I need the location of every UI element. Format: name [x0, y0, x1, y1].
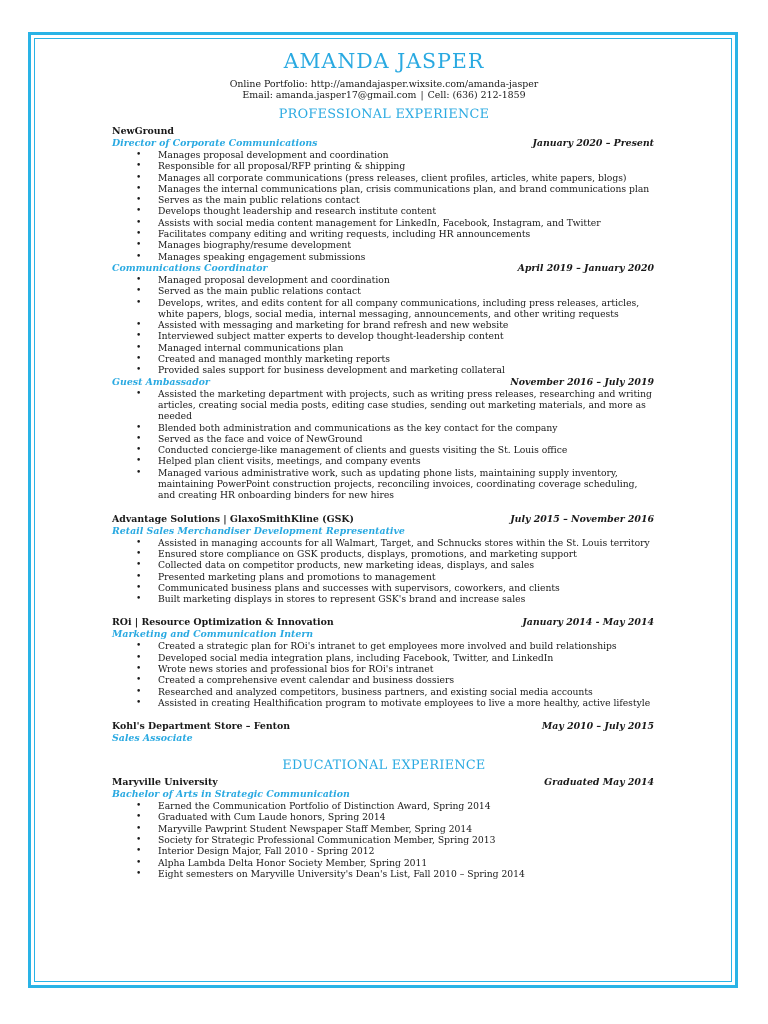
list-item: • Assisted with messaging and marketing for brand refresh and new website [112, 320, 656, 331]
list-item: • Managed various administrative work, such as updating phone lists, maintaining supply inventory, maintaining PowerPoint construction projects, reconciling invoices, coordinating coverage scheduling, and creating HR onboarding binders for new hires [112, 468, 656, 502]
list-item: • Built marketing displays in stores to represent GSK's brand and increase sales [112, 594, 656, 605]
list-item: • Assists with social media content management for LinkedIn, Facebook, Instagram, and Twitter [112, 218, 656, 229]
list-item: • Collected data on competitor products, new marketing ideas, displays, and sales [112, 560, 656, 571]
role-header [112, 629, 656, 641]
list-item: • Managed internal communications plan [112, 343, 656, 354]
list-item: • Conducted concierge-like management of clients and guests visiting the St. Louis office [112, 445, 656, 456]
list-item: • Graduated with Cum Laude honors, Spring 2014 [112, 812, 656, 823]
role-dates: May 2010 – July 2015 [541, 721, 654, 733]
list-item: • Created and managed monthly marketing reports [112, 354, 656, 365]
role-header [112, 733, 656, 745]
list-item: • Alpha Lambda Delta Honor Society Member, Spring 2011 [112, 858, 656, 869]
list-item: • Manages proposal development and coordination [112, 150, 656, 161]
separator: | [420, 90, 424, 101]
employer-advantage: Advantage Solutions | GlaxoSmithKline (GSK) July 2015 – November 2016 [112, 513, 654, 525]
bullet-list [112, 641, 656, 709]
role-header [112, 377, 656, 389]
list-item: • Eight semesters on Maryville University's Dean's List, Fall 2010 – Spring 2014 [112, 869, 656, 880]
list-item: • Ensured store compliance on GSK products, displays, promotions, and marketing support [112, 549, 656, 560]
role-title: Guest Ambassador [112, 376, 210, 388]
bullet-list [112, 801, 656, 880]
list-item: • Assisted in creating Healthification program to motivate employees to live a more healthy, active lifestyle [112, 698, 656, 709]
role-dates: July 2015 – November 2016 [510, 513, 654, 525]
list-item: • Blended both administration and communications as the key contact for the company [112, 423, 656, 434]
role-dates: January 2014 - May 2014 [522, 617, 654, 629]
professional-experience-heading: PROFESSIONAL EXPERIENCE [278, 107, 490, 122]
graduation-date: Graduated May 2014 [544, 777, 654, 789]
contact-block [112, 79, 656, 101]
list-item: • Serves as the main public relations contact [112, 195, 656, 206]
list-item: • Wrote news stories and professional bios for ROi's intranet [112, 664, 656, 675]
list-item: • Provided sales support for business development and marketing collateral [112, 365, 656, 376]
list-item: • Manages biography/resume development [112, 240, 656, 251]
role-dates: January 2020 – Present [532, 138, 654, 149]
list-item: • Served as the face and voice of NewGround [112, 434, 656, 445]
degree-title: Bachelor of Arts in Strategic Communication [112, 789, 350, 801]
list-item: • Researched and analyzed competitors, business partners, and existing social media accounts [112, 687, 656, 698]
list-item: • Communicated business plans and successes with supervisors, coworkers, and clients [112, 583, 656, 594]
email-cell-line [112, 90, 656, 101]
degree-header [112, 789, 656, 801]
role-title: Retail Sales Merchandiser Development Representative [112, 525, 405, 537]
role-header [112, 526, 656, 538]
list-item: • Assisted the marketing department with projects, such as writing press releases, researching and writing articles, creating social media posts, editing case studies, sending out marketing materials, and more as needed [112, 389, 656, 423]
list-item: • Assisted in managing accounts for all Walmart, Target, and Schnucks stores within the St. Louis territory [112, 538, 656, 549]
list-item: • Manages the internal communications plan, crisis communications plan, and brand communications plan [112, 184, 656, 195]
list-item: • Develops thought leadership and research institute content [112, 206, 656, 217]
list-item: • Responsible for all proposal/RFP printing & shipping [112, 161, 656, 172]
cell-phone: Cell: (636) 212-1859 [427, 90, 526, 101]
role-title: Marketing and Communication Intern [112, 629, 314, 641]
list-item: • Presented marketing plans and promotions to management [112, 572, 656, 583]
list-item: • Earned the Communication Portfolio of Distinction Award, Spring 2014 [112, 801, 656, 812]
list-item: • Interior Design Major, Fall 2010 - Spring 2012 [112, 846, 656, 857]
list-item: • Manages all corporate communications (press releases, client profiles, articles, white papers, blogs) [112, 173, 656, 184]
bullet-list [112, 389, 656, 502]
list-item: • Maryville Pawprint Student Newspaper Staff Member, Spring 2014 [112, 824, 656, 835]
role-dates: April 2019 – January 2020 [517, 262, 654, 274]
role-title: Communications Coordinator [112, 262, 268, 274]
list-item: • Interviewed subject matter experts to develop thought-leadership content [112, 331, 656, 342]
role-title: Director of Corporate Communications [112, 138, 318, 149]
list-item: • Managed proposal development and coordination [112, 275, 656, 286]
list-item: • Society for Strategic Professional Communication Member, Spring 2013 [112, 835, 656, 846]
bullet-list [112, 275, 656, 377]
candidate-name: AMANDA JASPER [283, 49, 485, 73]
role-dates: November 2016 – July 2019 [510, 376, 654, 388]
educational-experience-heading: EDUCATIONAL EXPERIENCE [282, 758, 486, 774]
role-header [112, 138, 656, 150]
bullet-list [112, 150, 656, 263]
email[interactable]: Email: amanda.jasper17@gmail.com [242, 90, 417, 101]
list-item: • Helped plan client visits, meetings, and company events [112, 456, 656, 467]
list-item: • Facilitates company editing and writing requests, including HR announcements [112, 229, 656, 240]
school: Maryville University Graduated May 2014 [112, 777, 654, 789]
list-item: • Created a strategic plan for ROi's intranet to get employees more involved and build relationships [112, 641, 656, 652]
list-item: • Manages speaking engagement submissions [112, 252, 656, 263]
role-title: Sales Associate [112, 733, 193, 745]
employer-newground: NewGround [112, 126, 174, 137]
resume-content [112, 44, 656, 880]
list-item: • Created a comprehensive event calendar and business dossiers [112, 675, 656, 686]
list-item: • Served as the main public relations contact [112, 286, 656, 297]
list-item: • Developed social media integration plans, including Facebook, Twitter, and LinkedIn [112, 653, 656, 664]
bullet-list [112, 538, 656, 606]
employer-roi: ROi | Resource Optimization & Innovation January 2014 - May 2014 [112, 617, 654, 629]
list-item: • Develops, writes, and edits content for all company communications, including press releases, articles, white papers, blogs, social media, internal messaging, announcements, and other writing requests [112, 298, 656, 321]
portfolio-link[interactable]: Online Portfolio: http://amandajasper.wixsite.com/amanda-jasper [229, 79, 539, 90]
employer-kohls: Kohl's Department Store – Fenton May 2010 – July 2015 [112, 721, 654, 733]
role-header [112, 263, 656, 275]
